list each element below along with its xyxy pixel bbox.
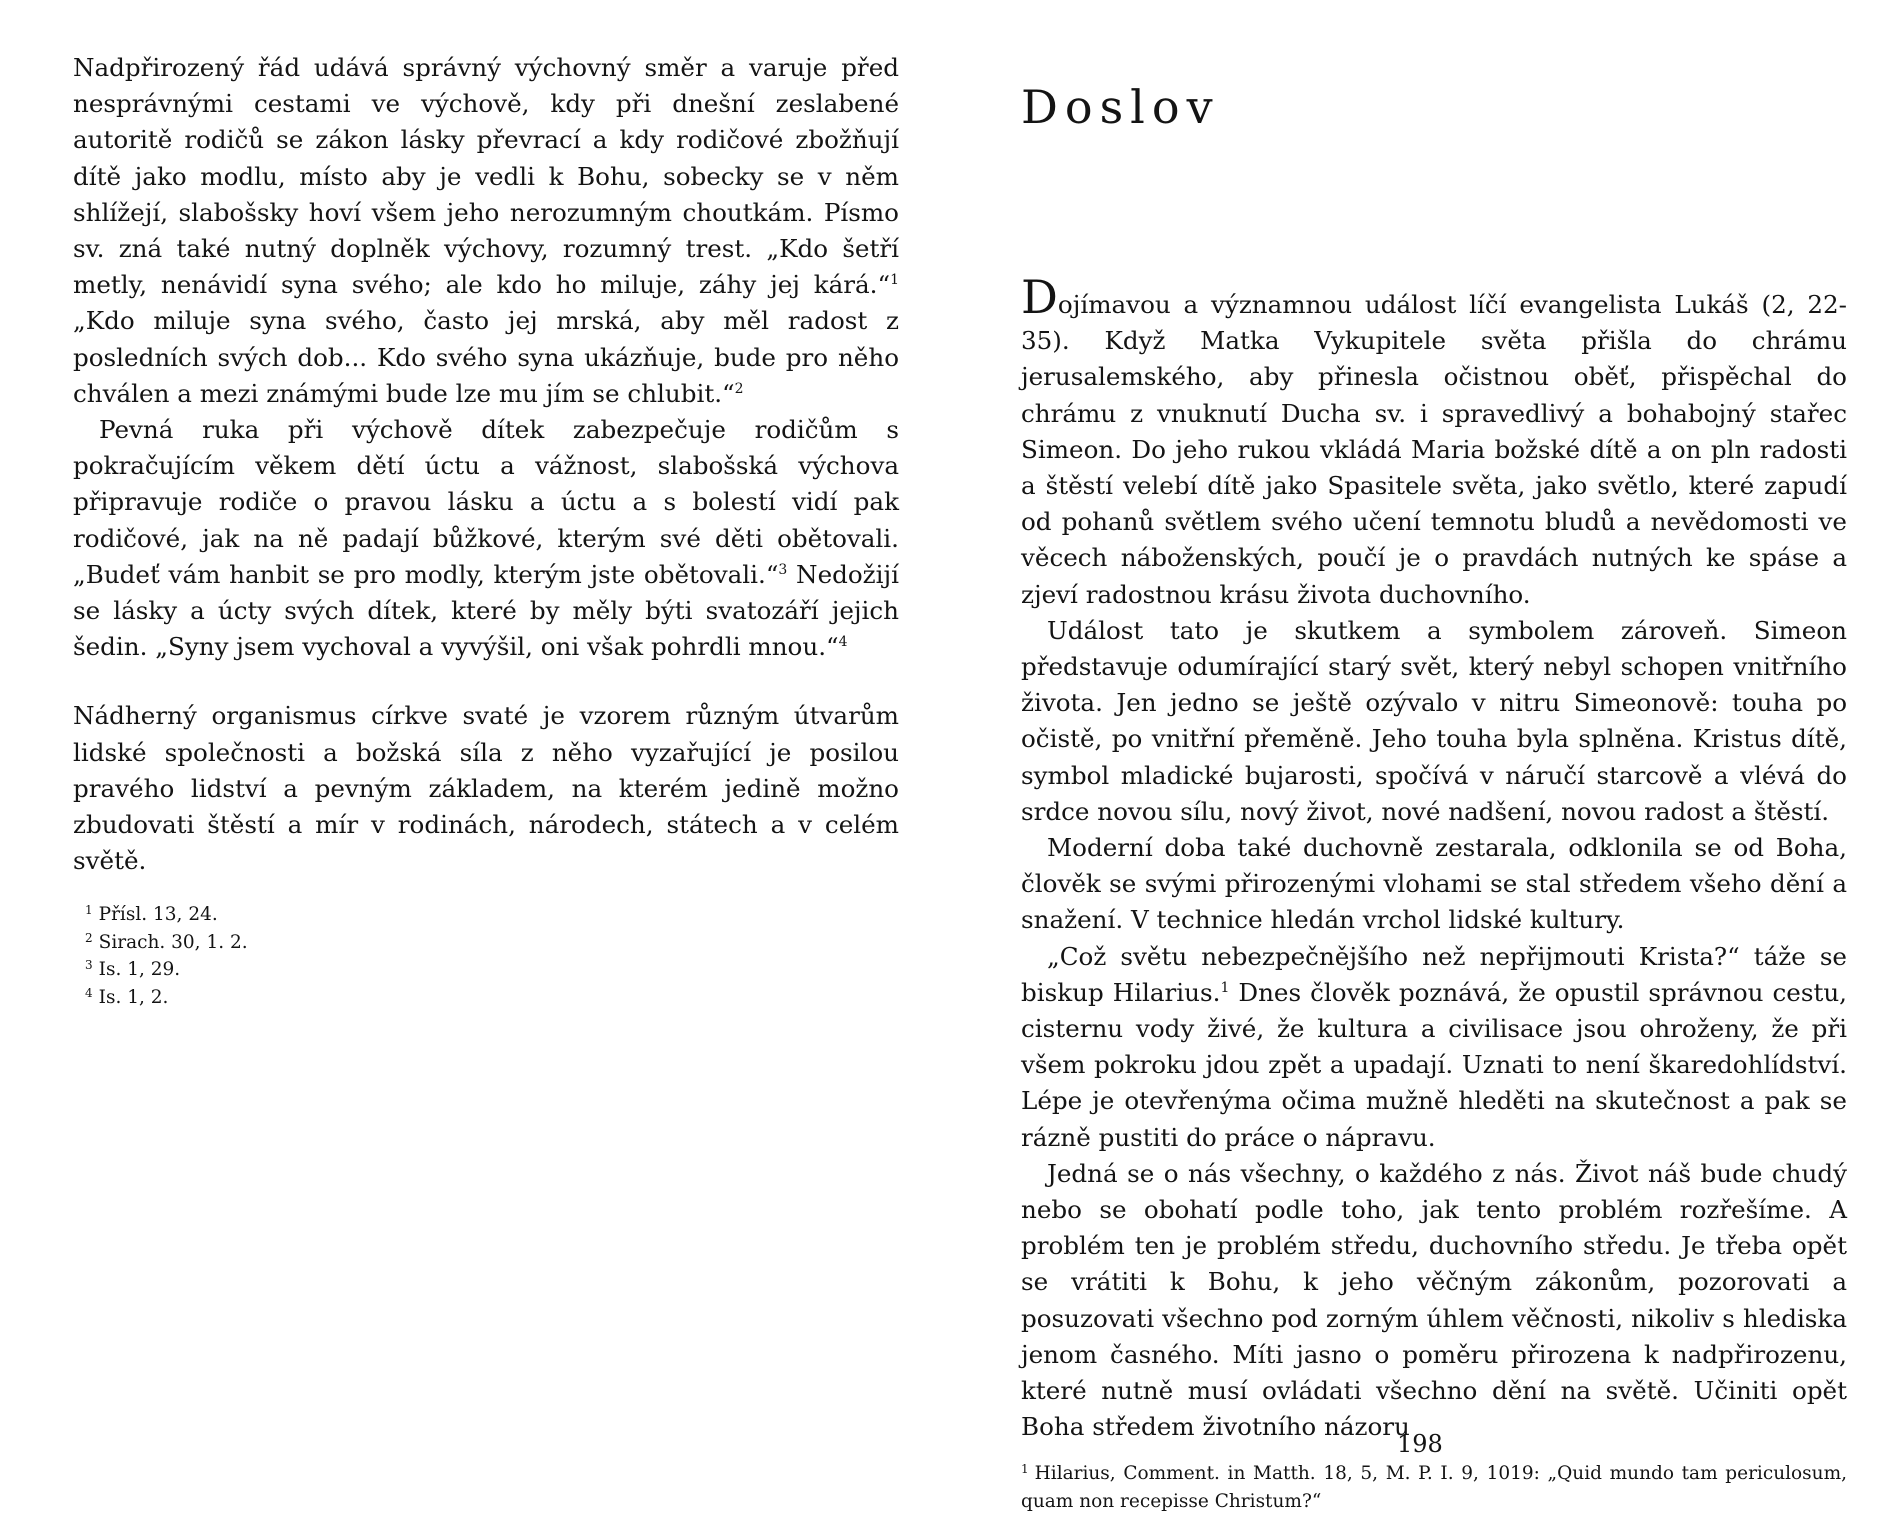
footnote-text: Is. 1, 29. <box>98 959 181 981</box>
right-page <box>951 0 1902 1512</box>
quote-paragraph <box>1021 939 1847 1156</box>
footnote-ref: 3 <box>778 561 788 578</box>
opening-paragraph <box>1021 270 1847 613</box>
paragraph-2 <box>73 412 899 665</box>
footnote <box>85 984 899 1012</box>
footnotes <box>73 901 899 1011</box>
footnote-text: Is. 1, 2. <box>98 986 169 1008</box>
paragraph: Jedná se o nás všechny, o každého z nás. Život náš bude chudý nebo se obohatí podle toho, jak tento problém rozřešíme. A problém ten je problém středu, duchovního středu. Je třeba opět se vrátiti k Bohu, k jeho věčným zákonům, pozorovati a posuzovati všechno pod zorným úhlem věčnosti, nikoliv s hlediska jenom časného. Míti jasno o poměru přirozena k nadpřirozenu, které nutně musí ovládati všechno dění na světě. Učiniti opět Boha středem životního názoru <box>1021 1158 1847 1442</box>
page-number: 198 <box>1397 1430 1443 1458</box>
paragraph-text: ojímavou a významnou událost líčí evangelista Lukáš (2, 22-35). Když Matka Vykupitele světa přišla do chrámu jerusalemského, aby přinesla očistnou oběť, přispěchal do chrámu z vnuknutí Ducha sv. i spravedlivý a bohabojný stařec Simeon. Do jeho rukou vkládá Maria božské dítě a on pln radosti a štěstí velebí dítě jako Spasitele světa, jako světlo, které zapudí od pohanů světlem svého učení temnotu bludů a nevědomosti ve věcech náboženských, poučí je o pravdách nutných ke spáse a zjeví radostnou krásu života duchovního. <box>1021 290 1847 609</box>
footnote <box>1021 1460 1847 1516</box>
paragraph-text: „Kdo miluje syna svého, často jej mrská, aby měl radost z posledních svých dob... Kdo svého syna ukázňuje, bude pro něho chválen a mezi známými bude lze mu jím se chlubit.“ <box>73 306 899 408</box>
footnote-text: Hilarius, Comment. in Matth. 18, 5, M. P. I. 9, 1019: „Quid mundo tam periculosum, quam non recepisse Christum?“ <box>1021 1462 1847 1512</box>
footnote <box>85 929 899 957</box>
paragraph-text: Dnes člověk poznává, že opustil správnou cestu, cisternu vody živé, že kultura a civilisace jsou ohroženy, že při všem pokroku jdou zpět a upadají. Uznati to není škaredohlídství. Lépe je otevřenýma očima mužně hleděti na skutečnost a pak se rázně pustiti do práce o nápravu. <box>1021 977 1847 1152</box>
paragraph: Moderní doba také duchovně zestarala, odklonila se od Boha, člověk se svými přirozenými vlohami se stal středem všeho dění a snažení. V technice hledán vrchol lidské kultury. <box>1021 833 1847 935</box>
footnote-ref: 1 <box>890 272 899 289</box>
footnote-ref: 1 <box>1220 979 1230 996</box>
footnote-number: 3 <box>85 958 93 973</box>
footnote-text: Přísl. 13, 24. <box>98 904 218 926</box>
footnote-number: 2 <box>85 930 93 945</box>
footnote-number: 1 <box>1021 1461 1029 1476</box>
paragraph-3: Nádherný organismus církve svaté je vzorem různým útvarům lidské společnosti a božská síla z něho vyzařující je posilou pravého lidství a pevným základem, na kterém jedině možno zbudovati štěstí a mír v rodinách, národech, státech a v celém světě. <box>73 701 899 876</box>
footnote-number: 1 <box>85 903 93 918</box>
footnote <box>85 901 899 929</box>
paragraph-text: „Což světu nebezpečnějšího než nepřijmouti Krista?“ táže se biskup Hilarius. <box>1021 941 1847 1007</box>
footnote-number: 4 <box>85 985 93 1000</box>
paragraph: Událost tato je skutkem a symbolem zároveň. Simeon představuje odumírající starý svět, který nebyl schopen vnitřního života. Jen jedno se ještě ozývalo v nitru Simeonově: touha po očistě, po vnitřní přeměně. Jeho touha byla splněna. Kristus dítě, symbol mladické bujarosti, spočívá v náručí starcově a vlévá do srdce novou sílu, nový život, nové nadšení, novou radost a štěstí. <box>1021 615 1847 826</box>
footnote-ref: 2 <box>734 380 744 397</box>
chapter-title: Doslov <box>1021 80 1220 134</box>
footnote-text: Sirach. 30, 1. 2. <box>98 931 248 953</box>
left-page <box>0 0 951 1500</box>
right-text-column <box>1021 270 1847 1516</box>
left-text-column <box>73 50 899 1011</box>
footnote <box>85 956 899 984</box>
paragraph-text: Nadpřirozený řád udává správný výchovný směr a varuje před nesprávnými cestami ve výchově, kdy při dnešní zeslabené autoritě rodičů se zákon lásky převrací a kdy rodičové zbožňují dítě jako modlu, místo aby je vedli k Bohu, sobecky se v něm shlížejí, slabošsky hoví všem jeho nerozumným choutkám. Písmo sv. zná také nutný doplněk výchovy, rozumný trest. „Kdo šetří metly, nenávidí syna svého; ale kdo ho miluje, záhy jej kárá.“ <box>73 53 899 300</box>
paragraph-text: Pevná ruka při výchově dítek zabezpečuje rodičům s pokračujícím věkem dětí úctu a vážnost, slabošská výchova připravuje rodiče o pravou lásku a úctu a s bolestí vidí pak rodičové, jak na ně padají bůžkové, kterým své děti obětovali. „Budeť vám hanbit se pro modly, kterým jste obětovali.“ <box>73 415 899 589</box>
paragraph-1 <box>73 50 899 412</box>
drop-cap: D <box>1021 270 1058 324</box>
paragraph-text: Nedožijí se lásky a úcty svých dítek, které by měly býti svatozáří jejich šedin. „Syny jsem vychoval a vyvýšil, oni však pohrdli mnou.“ <box>73 559 899 662</box>
footnote-ref: 4 <box>838 634 848 651</box>
